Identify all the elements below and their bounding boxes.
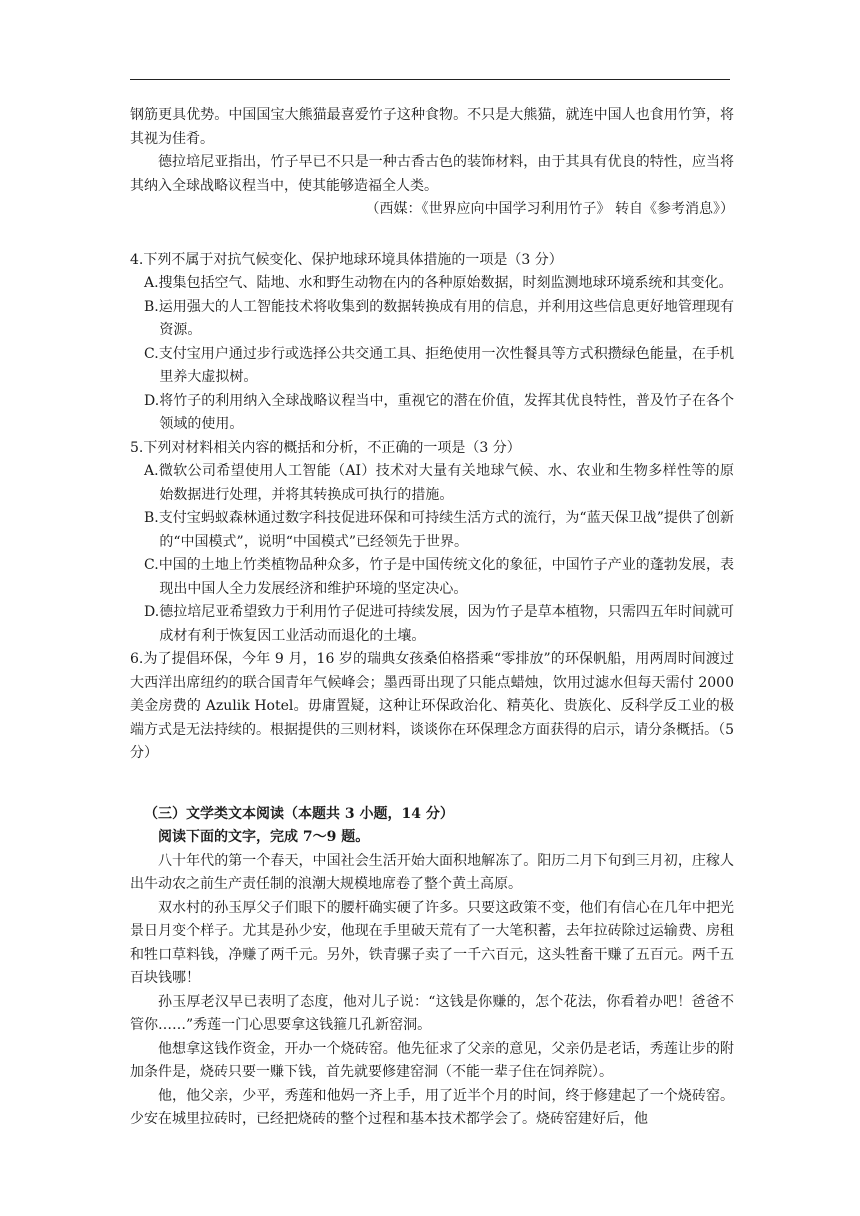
question-6: 6.为了提倡环保，今年 9 月，16 岁的瑞典女孩桑伯格搭乘“零排放”的环保帆船，用两周时间渡过大西洋出席纽约的联合国青年气候峰会；墨西哥出现了只能点蜡烛，饮用过滤水但每天需付 2000 美金房费的 Azulik Hotel。毋庸置疑，这种让环保政治化、精英化、贵族化、反科学反工业的极端方式是无法持续的。根据提供的三则材料，谈谈你在环保理念方面获得的启示，请分条概括。（5 分）	[130, 651, 734, 761]
paragraph: 他想拿这钱作资金，开办一个烧砖窑。他先征求了父亲的意见，父亲仍是老话，秀莲让步的附加条件是，烧砖只要一赚下钱，首先就要修建窑洞（不能一辈子住在饲养院）。	[130, 1040, 734, 1080]
paragraph: 双水村的孙玉厚父子们眼下的腰杆确实硬了许多。只要这政策不变，他们有信心在几年中把光景日月变个样子。尤其是孙少安，他现在手里破天荒有了一大笔积蓄，去年拉砖除过运输费、房租和牲口草料钱，净赚了两千元。另外，铁青骡子卖了一千六百元，这头牲畜干赚了五百元。两千五百块钱哪！	[130, 899, 734, 986]
question-5-option-c: C.中国的土地上竹类植物品种众多，竹子是中国传统文化的象征，中国竹子产业的蓬勃发展，表现出中国人全力发展经济和维护环境的坚定决心。	[144, 557, 734, 597]
question-4-option-c: C.支付宝用户通过步行或选择公共交通工具、拒绝使用一次性餐具等方式积攒绿色能量，在手机里养大虚拟树。	[144, 345, 734, 385]
question-5-stem: 5.下列对材料相关内容的概括和分析，不正确的一项是（3 分）	[130, 439, 521, 456]
section-instruction: 阅读下面的文字，完成 7～9 题。	[158, 829, 370, 845]
paragraph: 德拉培尼亚指出，竹子早已不只是一种古香古色的装饰材料，由于其具有优良的特性，应当将其纳入全球战略议程当中，使其能够造福全人类。	[130, 154, 734, 194]
question-4-option-a: A.搜集包括空气、陆地、水和野生动物在内的各种原始数据，时刻监测地球环境系统和其变化。	[144, 275, 733, 291]
question-4-option-d: D.将竹子的利用纳入全球战略议程当中，重视它的潜在价值，发挥其优良特性，普及竹子在各个领域的使用。	[144, 392, 734, 432]
document-body	[130, 104, 734, 1132]
paragraph: 孙玉厚老汉早已表明了态度，他对儿子说：“这钱是你赚的，怎个花法，你看着办吧！爸爸不管你……”秀莲一门心思要拿这钱箍几孔新窑洞。	[130, 993, 734, 1033]
source-citation: （西媒：《世界应向中国学习利用竹子》 转自《参考消息》）	[365, 201, 734, 217]
question-4-stem: 4.下列不属于对抗气候变化、保护地球环境具体措施的一项是（3 分）	[130, 251, 563, 268]
paragraph: 八十年代的第一个春天，中国社会生活开始大面积地解冻了。阳历二月下旬到三月初，庄稼人出牛动农之前生产责任制的浪潮大规模地席卷了整个黄土高原。	[130, 852, 734, 892]
paragraph: 钢筋更具优势。中国国宝大熊猫最喜爱竹子这种食物。不只是大熊猫，就连中国人也食用竹笋，将其视为佳肴。	[130, 107, 734, 147]
question-5-option-d: D.德拉培尼亚希望致力于利用竹子促进可持续发展，因为竹子是草本植物，只需四五年时间就可成材有利于恢复因工业活动而退化的土壤。	[144, 604, 734, 644]
section-title: （三）文学类文本阅读（本题共 3 小题，14 分）	[144, 805, 454, 822]
paragraph: 他，他父亲，少平，秀莲和他妈一齐上手，用了近半个月的时间，终于修建起了一个烧砖窑。少安在城里拉砖时，已经把烧砖的整个过程和基本技术都学会了。烧砖窑建好后，他	[130, 1087, 734, 1127]
question-5-option-b: B.支付宝蚂蚁森林通过数字科技促进环保和可持续生活方式的流行，为“蓝天保卫战”提供了创新的“中国模式”，说明“中国模式”已经领先于世界。	[144, 510, 734, 550]
question-4-option-b: B.运用强大的人工智能技术将收集到的数据转换成有用的信息，并利用这些信息更好地管理现有资源。	[144, 298, 734, 338]
question-5-option-a: A.微软公司希望使用人工智能（AI）技术对大量有关地球气候、水、农业和生物多样性等的原始数据进行处理，并将其转换成可执行的措施。	[144, 463, 734, 503]
header-rule	[130, 79, 730, 80]
